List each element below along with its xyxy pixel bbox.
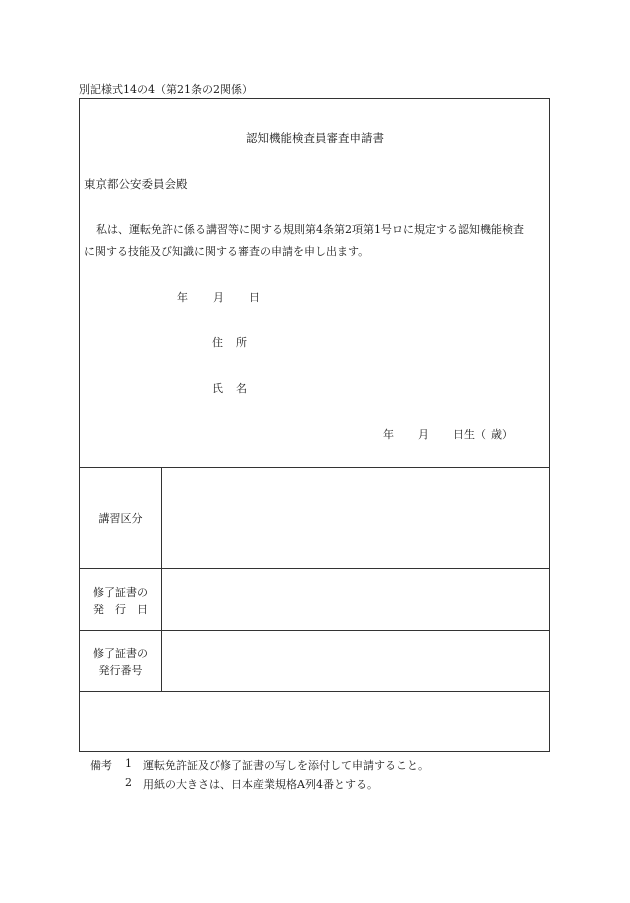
form-header: 別記様式14の4（第21条の2関係） (79, 83, 253, 96)
note-2-text: 用紙の大きさは、日本産業規格A列4番とする。 (143, 778, 378, 791)
address-label-2: 所 (236, 336, 247, 349)
note-1-text: 運転免許証及び修了証書の写しを添付して申請すること。 (143, 759, 429, 772)
divider-line (79, 568, 550, 569)
date-day-label: 日 (249, 291, 260, 304)
divider-line (79, 691, 550, 692)
course-category-label: 講習区分 (98, 512, 143, 525)
birth-month-label: 月 (418, 428, 429, 441)
birth-day-label: 日生（ (453, 428, 486, 441)
note-2-number: 2 (125, 776, 132, 789)
birth-year-label: 年 (383, 428, 394, 441)
column-divider (161, 467, 162, 691)
cert-issue-date-label (80, 584, 161, 618)
cert-issue-date-line-1: 修了証書の (93, 586, 148, 599)
note-1-number: 1 (125, 757, 132, 770)
divider-line (79, 467, 550, 468)
cert-issue-number-line-1: 修了証書の (93, 647, 148, 660)
address-label-1: 住 (212, 336, 223, 349)
divider-line (79, 630, 550, 631)
cert-issue-number-line-2: 発行番号 (98, 664, 143, 677)
date-month-label: 月 (213, 291, 224, 304)
notes-label: 備考 (90, 759, 112, 772)
name-label-1: 氏 (212, 382, 223, 395)
cert-issue-date-line-2: 発 行 日 (93, 603, 148, 616)
form-title: 認知機能検査員審査申請書 (246, 131, 384, 145)
age-label: 歳） (491, 428, 513, 441)
addressee: 東京都公安委員会殿 (84, 177, 188, 191)
name-label-2: 名 (236, 382, 247, 395)
date-year-label: 年 (177, 291, 188, 304)
body-text-line-2: に関する技能及び知識に関する審査の申請を申し出ます。 (84, 245, 370, 258)
cert-issue-number-label (80, 645, 161, 679)
body-text-line-1: 私は、運転免許に係る講習等に関する規則第4条第2項第1号ロに規定する認知機能検査 (96, 223, 524, 236)
